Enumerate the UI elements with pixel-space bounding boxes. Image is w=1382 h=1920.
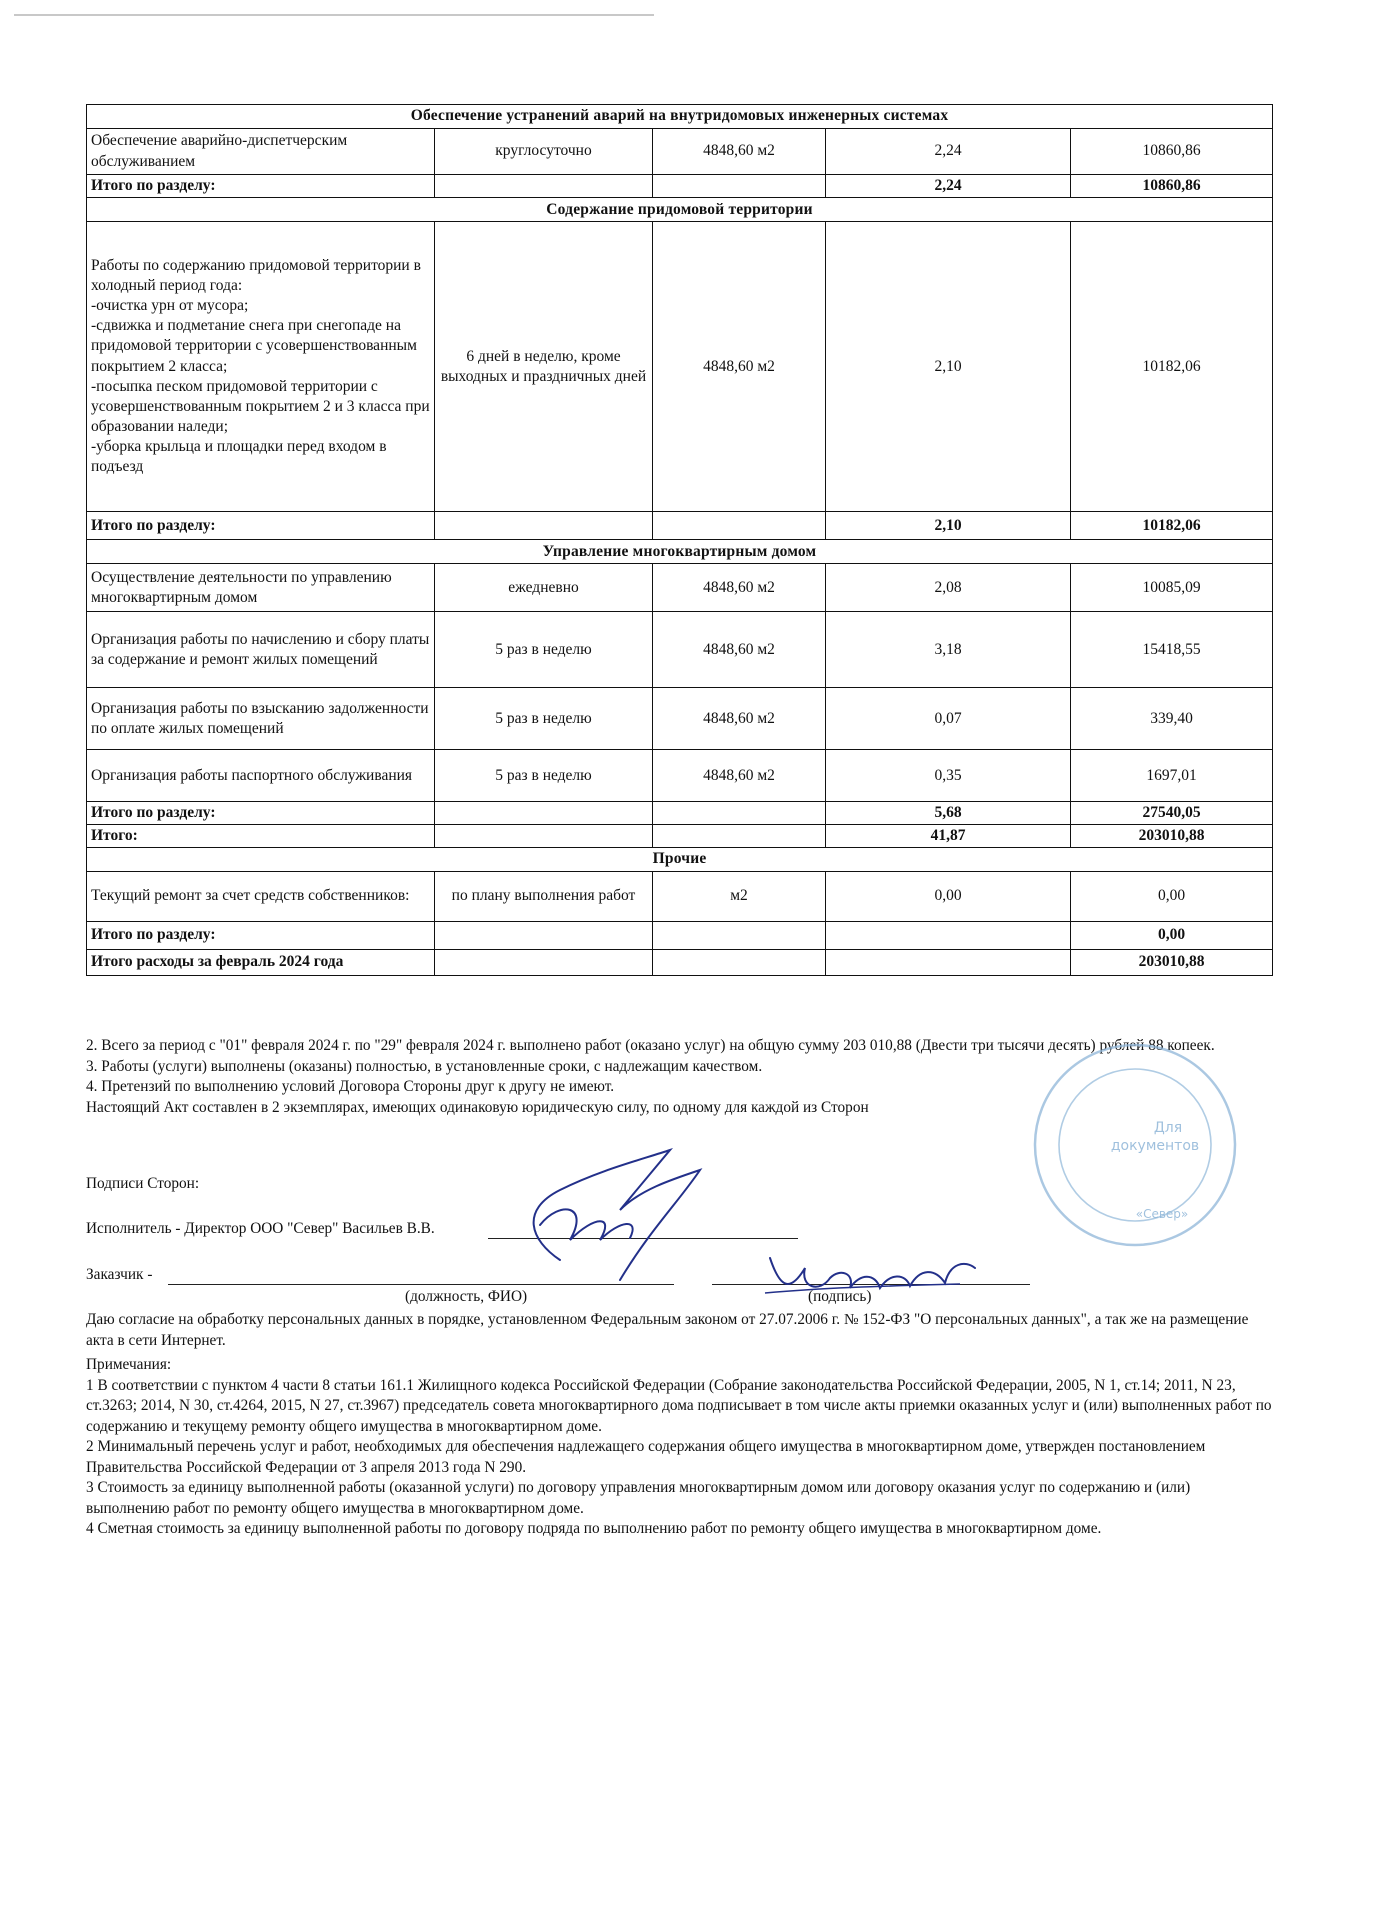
service-area: 4848,60 м2 — [653, 750, 826, 802]
table-row — [87, 688, 1273, 750]
table-row — [87, 612, 1273, 688]
subtotal-rate: 5,68 — [826, 802, 1071, 825]
subtotal-row — [87, 512, 1273, 540]
service-frequency: 6 дней в неделю, кроме выходных и праздничных дней — [435, 222, 653, 512]
subtotal-sum: 0,00 — [1071, 921, 1273, 949]
subtotal-rate: 2,24 — [826, 175, 1071, 198]
empty-cell — [435, 512, 653, 540]
subtotal-sum: 27540,05 — [1071, 802, 1273, 825]
service-rate: 2,08 — [826, 564, 1071, 612]
subtotal-label: Итого по разделу: — [87, 802, 435, 825]
stamp-text-1: Для — [1153, 1120, 1183, 1136]
service-frequency: круглосуточно — [435, 129, 653, 175]
subtotal-sum: 10860,86 — [1071, 175, 1273, 198]
empty-cell — [653, 949, 826, 975]
service-area: 4848,60 м2 — [653, 688, 826, 750]
statement-2: 2. Всего за период с "01" февраля 2024 г. по "29" февраля 2024 г. выполнено работ (оказано услуг) на общую сумму 203 010,88 (Двести три тысячи десять) рублей 88 копеек. — [86, 1037, 1215, 1054]
empty-cell — [435, 175, 653, 198]
section-header-row — [87, 198, 1273, 222]
note-2: 2 Минимальный перечень услуг и работ, необходимых для обеспечения надлежащего содержания общего имущества в многоквартирном доме, утвержден постановлением Правительства Российской Федерации от 3 апреля 2013 года N 290. — [86, 1438, 1206, 1476]
subtotal-row — [87, 802, 1273, 825]
services-table — [86, 104, 1273, 976]
subtotal-row — [87, 921, 1273, 949]
service-rate: 2,24 — [826, 129, 1071, 175]
subtotal-rate: 2,10 — [826, 512, 1071, 540]
empty-cell — [435, 802, 653, 825]
statement-4: 4. Претензий по выполнению условий Договора Стороны друг к другу не имеют. — [86, 1078, 615, 1095]
service-name: Осуществление деятельности по управлению многоквартирным домом — [87, 564, 435, 612]
table-row — [87, 129, 1273, 175]
note-3: 3 Стоимость за единицу выполненной работы (оказанной услуги) по договору управления многоквартирным домом или договору оказания услуг по содержанию и (или) выполнению работ по ремонту общего имущества в многоквартирном доме. — [86, 1479, 1191, 1517]
grand-total-label: Итого расходы за февраль 2024 года — [87, 949, 435, 975]
empty-cell — [653, 802, 826, 825]
service-rate: 2,10 — [826, 222, 1071, 512]
empty-cell — [435, 825, 653, 848]
table-row — [87, 871, 1273, 921]
subtotal-label: Итого по разделу: — [87, 921, 435, 949]
service-frequency: 5 раз в неделю — [435, 688, 653, 750]
note-4: 4 Сметная стоимость за единицу выполненной работы по договору подряда по выполнению работ по ремонту общего имущества в многоквартирном доме. — [86, 1520, 1102, 1537]
service-frequency: по плану выполнения работ — [435, 871, 653, 921]
signatures-heading: Подписи Сторон: — [86, 1175, 200, 1192]
service-name: Обеспечение аварийно-диспетчерским обслуживанием — [87, 129, 435, 175]
company-stamp-image — [1030, 1040, 1240, 1250]
statement-3: 3. Работы (услуги) выполнены (оказаны) полностью, в установленные сроки, с надлежащим качеством. — [86, 1057, 763, 1075]
service-rate: 0,35 — [826, 750, 1071, 802]
empty-cell — [653, 921, 826, 949]
service-sum: 10182,06 — [1071, 222, 1273, 512]
empty-cell — [653, 175, 826, 198]
section-header-row — [87, 848, 1273, 871]
table-row — [87, 750, 1273, 802]
service-name: Организация работы по взысканию задолженности по оплате жилых помещений — [87, 688, 435, 750]
service-sum: 15418,55 — [1071, 612, 1273, 688]
service-area: 4848,60 м2 — [653, 564, 826, 612]
subtotal-sum: 10182,06 — [1071, 512, 1273, 540]
notes-heading: Примечания: — [86, 1356, 172, 1373]
service-rate: 0,00 — [826, 871, 1071, 921]
table-row — [87, 564, 1273, 612]
service-sum: 10860,86 — [1071, 129, 1273, 175]
table-row — [87, 222, 1273, 512]
service-area: м2 — [653, 871, 826, 921]
section-header-row — [87, 540, 1273, 564]
empty-cell — [653, 512, 826, 540]
section-title: Содержание придомовой территории — [87, 198, 1273, 222]
total-sum: 203010,88 — [1071, 825, 1273, 848]
consent-block — [86, 1310, 1276, 1351]
executor-line: Исполнитель - Директор ООО "Север" Васильев В.В. — [86, 1220, 435, 1237]
subtotal-label: Итого по разделу: — [87, 175, 435, 198]
position-caption: (должность, ФИО) — [405, 1288, 528, 1305]
service-name: Работы по содержанию придомовой территории в холодный период года: -очистка урн от мусора; -сдвижка и подметание снега при снегопаде на придомовой территории с усовершенствованным покрытием 2 класса; -посыпка песком придомовой территории с усовершенствованным покрытием 2 и 3 класса при образовании наледи; -уборка крыльца и площадки перед входом в подъезд — [87, 222, 435, 512]
empty-cell — [826, 921, 1071, 949]
signature-caption: (подпись) — [808, 1288, 872, 1305]
empty-cell — [435, 949, 653, 975]
consent-text: Даю согласие на обработку персональных данных в порядке, установленном Федеральным законом от 27.07.2006 г. № 152-ФЗ "О персональных данных", а так же на размещение акта в сети Интернет. — [86, 1311, 1249, 1349]
stamp-text-2: документов — [1110, 1138, 1200, 1154]
empty-cell — [653, 825, 826, 848]
service-area: 4848,60 м2 — [653, 129, 826, 175]
service-rate: 0,07 — [826, 688, 1071, 750]
service-rate: 3,18 — [826, 612, 1071, 688]
empty-cell — [435, 921, 653, 949]
stamp-text-3: «Север» — [1135, 1207, 1189, 1221]
service-area: 4848,60 м2 — [653, 612, 826, 688]
service-name: Организация работы паспортного обслуживания — [87, 750, 435, 802]
executor-signature-image — [500, 1130, 730, 1290]
service-frequency: 5 раз в неделю — [435, 612, 653, 688]
service-sum: 10085,09 — [1071, 564, 1273, 612]
service-area: 4848,60 м2 — [653, 222, 826, 512]
note-1: 1 В соответствии с пунктом 4 части 8 статьи 161.1 Жилищного кодекса Российской Федерации (Собрание законодательства Российской Федерации, 2005, N 1, ст.14; 2011, N 23, ст.3263; 2014, N 30, ст.4264, 2015, N 27, ст.3967) председатель совета многоквартирного дома подписывает в том числе акты приемки оказанных услуг и (или) выполненных работ по содержанию и текущему ремонту общего имущества в многоквартирном доме. — [86, 1376, 1272, 1435]
section-header-row — [87, 105, 1273, 129]
scan-top-line — [14, 14, 654, 16]
service-frequency: 5 раз в неделю — [435, 750, 653, 802]
section-title: Управление многоквартирным домом — [87, 540, 1273, 564]
service-sum: 339,40 — [1071, 688, 1273, 750]
subtotal-label: Итого по разделу: — [87, 512, 435, 540]
grand-total-row — [87, 949, 1273, 975]
service-sum: 1697,01 — [1071, 750, 1273, 802]
customer-signature-image — [760, 1248, 980, 1308]
empty-cell — [826, 949, 1071, 975]
statement-5: Настоящий Акт составлен в 2 экземплярах, имеющих одинаковую юридическую силу, по одному для каждой из Сторон — [86, 1098, 869, 1116]
service-name: Текущий ремонт за счет средств собственников: — [87, 871, 435, 921]
total-row — [87, 825, 1273, 848]
customer-label: Заказчик - — [86, 1266, 153, 1283]
service-frequency: ежедневно — [435, 564, 653, 612]
total-label: Итого: — [87, 825, 435, 848]
service-name: Организация работы по начислению и сбору платы за содержание и ремонт жилых помещений — [87, 612, 435, 688]
subtotal-row — [87, 175, 1273, 198]
service-sum: 0,00 — [1071, 871, 1273, 921]
notes-block — [86, 1355, 1276, 1540]
section-title: Прочие — [87, 848, 1273, 871]
section-title: Обеспечение устранений аварий на внутридомовых инженерных системах — [87, 105, 1273, 129]
grand-total-sum: 203010,88 — [1071, 949, 1273, 975]
total-rate: 41,87 — [826, 825, 1071, 848]
